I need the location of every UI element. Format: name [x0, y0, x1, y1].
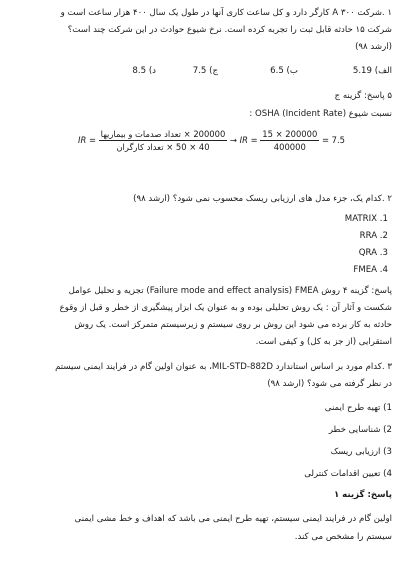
q1-option-d-label: د)	[148, 66, 156, 76]
formula-denominator-2: 400000	[273, 142, 306, 152]
q2-option-3: QRA .3	[358, 248, 388, 258]
q1-option-b-label: ب)	[286, 66, 298, 76]
q2-question: ۲ .کدام یک، جزء مدل های ارزیابی ریسک محسوب نمی شود؟ (ارشد ۹۸)	[133, 194, 392, 204]
q3-line-1: ۳ .کدام مورد بر اساس استاندارد MIL-STD-882D، به عنوان اولین گام در فرایند ایمنی سیستم	[55, 362, 392, 372]
q1-option-c	[193, 66, 218, 76]
formula-arrow: → IR =	[229, 135, 258, 145]
q1-rate-title: نسبت شیوع (OSHA (Incident Rate :	[249, 109, 392, 119]
q2-answer-line-4: استقرایی (از جز به کل) و کیفی است.	[255, 337, 392, 347]
q1-option-b	[270, 66, 298, 76]
q1-option-d	[132, 66, 156, 76]
q2-option-1: MATRIX .1	[344, 214, 388, 224]
q2-option-2: RRA .2	[359, 231, 388, 241]
q1-option-a-label: الف)	[374, 66, 392, 76]
q1-answer: ۵ پاسخ: گزینه ج	[334, 91, 392, 101]
q1-formula	[78, 129, 345, 152]
formula-numerator-1: 200000 × تعداد صدمات و بیماریها	[100, 129, 226, 139]
q1-option-d-value: 8.5	[132, 66, 147, 76]
q3-option-1: 1) تهیه طرح ایمنی	[324, 403, 392, 413]
q2-answer-line-3: حادثه به کار برده می شود این روش بر روی سیستم و زیرسیستم متمرکز است. یک روش	[74, 320, 392, 330]
formula-result: = 7.5	[321, 135, 345, 145]
q2-option-4: FMEA .4	[353, 265, 388, 275]
formula-lhs: IR =	[78, 135, 96, 145]
q3-option-4: 4) تعیین اقدامات کنترلی	[304, 469, 392, 479]
formula-fraction-2	[260, 129, 319, 152]
q1-line-3: (ارشد ۹۸)	[355, 42, 392, 52]
formula-numerator-2: 15 × 200000	[262, 129, 318, 139]
q1-line-2: شرکت ۱۵ حادثه قابل ثبت را تجربه کرده است. نرخ شیوع حوادث در این شرکت چند است؟	[67, 25, 392, 35]
formula-denominator-1: 40 × 50 × تعداد کارگران	[116, 142, 210, 152]
q3-option-3: 3) ارزیابی ریسک	[330, 447, 392, 457]
q1-option-a	[353, 66, 392, 76]
q3-explanation-line-2: سیستم را مشخص می کند.	[294, 532, 392, 542]
q2-answer-line-1: پاسخ: گزینه ۴ روش Failure mode and effect analysis) FMEA) تجزیه و تحلیل عوامل	[68, 286, 392, 296]
formula-fraction-1	[99, 129, 228, 152]
q1-option-c-value: 7.5	[192, 66, 207, 76]
q1-line-1: ۱ .شرکت A ۳۰۰ کارگر دارد و کل ساعت کاری آنها در طول یک سال ۴۰۰ هزار ساعت است و	[60, 8, 392, 18]
q3-option-2: 2) شناسایی خطر	[328, 425, 392, 435]
q3-line-2: در نظر گرفته می شود؟ (ارشد ۹۸)	[267, 379, 392, 389]
q2-answer-line-2: شکست و آثار آن : یک روش تحلیلی بوده و به عنوان یک ابزار پیشگیری از خطر و قبل از وقوع	[59, 303, 392, 313]
q3-explanation-line-1: اولین گام در فرایند ایمنی سیستم، تهیه طرح ایمنی می باشد که اهداف و خط مشی ایمنی	[74, 514, 392, 524]
q1-option-b-value: 6.5	[270, 66, 284, 76]
q1-option-a-value: 5.19	[352, 66, 372, 76]
q1-option-c-label: ج)	[209, 66, 218, 76]
q3-answer: پاسخ: گزینه ۱	[333, 490, 392, 500]
